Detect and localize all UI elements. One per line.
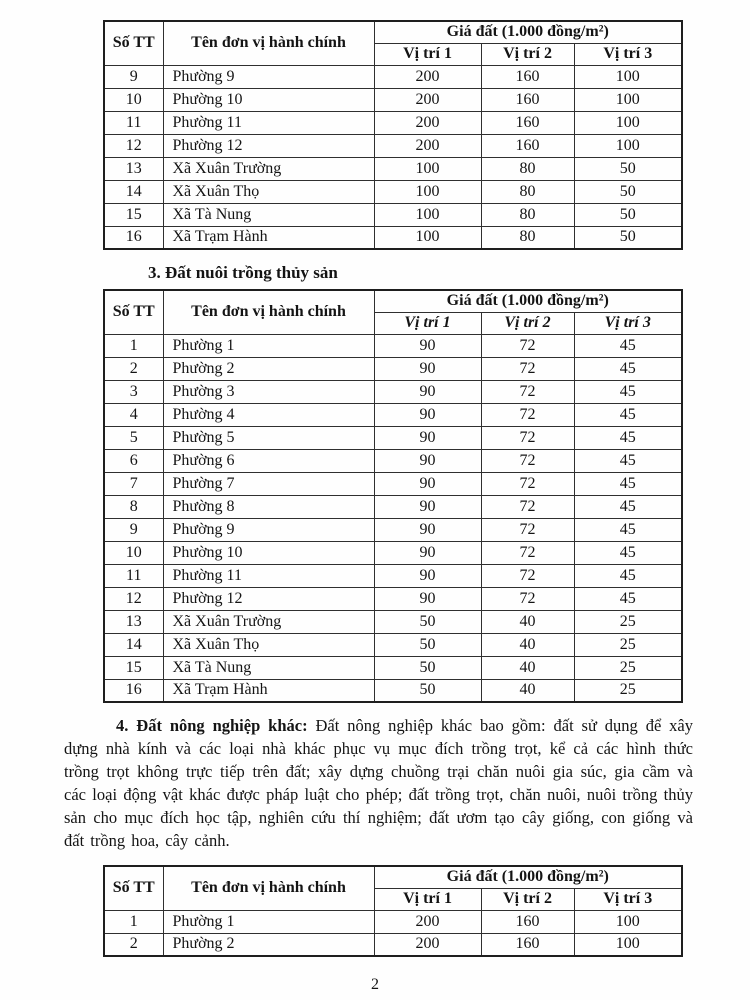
cell-vitri-3: 45 (574, 334, 682, 357)
cell-stt: 10 (104, 88, 163, 111)
col-header-vitri-2: Vị trí 2 (481, 43, 574, 65)
table-row (104, 610, 682, 633)
col-header-vitri-2: Vị trí 2 (481, 312, 574, 334)
cell-stt: 8 (104, 495, 163, 518)
cell-unit-name: Phường 10 (163, 541, 374, 564)
table-row (104, 180, 682, 203)
table-row (104, 357, 682, 380)
table-row (104, 518, 682, 541)
section-4-body: Đất nông nghiệp khác bao gồm: đất sử dụng để xây dựng nhà kính và các loại nhà khác phục vụ mục đích trồng trọt, kể cả các hình thức trồng trọt không trực tiếp trên đất; xây dựng chuồng trại chăn nuôi gia súc, gia cầm và các loại động vật khác được pháp luật cho phép; đất trồng trọt, chăn nuôi, nuôi trồng thủy sản cho mục đích học tập, nghiên cứu thí nghiệm; đất ươm tạo cây giống, con giống và đất trồng hoa, cây cảnh. (64, 716, 693, 850)
cell-stt: 15 (104, 203, 163, 226)
cell-vitri-3: 45 (574, 403, 682, 426)
cell-vitri-2: 72 (481, 587, 574, 610)
table-row (104, 495, 682, 518)
cell-vitri-3: 25 (574, 679, 682, 702)
cell-vitri-2: 72 (481, 426, 574, 449)
cell-stt: 1 (104, 334, 163, 357)
cell-stt: 6 (104, 449, 163, 472)
cell-vitri-2: 40 (481, 656, 574, 679)
cell-vitri-2: 40 (481, 679, 574, 702)
table-row (104, 203, 682, 226)
cell-vitri-3: 45 (574, 564, 682, 587)
cell-unit-name: Phường 11 (163, 111, 374, 134)
cell-vitri-3: 45 (574, 449, 682, 472)
table-row (104, 111, 682, 134)
table-row (104, 88, 682, 111)
cell-stt: 12 (104, 587, 163, 610)
cell-vitri-1: 200 (374, 933, 481, 956)
section-4-title: 4. Đất nông nghiệp khác: (116, 716, 308, 735)
cell-vitri-2: 72 (481, 541, 574, 564)
cell-vitri-1: 90 (374, 449, 481, 472)
col-header-vitri-2: Vị trí 2 (481, 888, 574, 910)
cell-unit-name: Phường 1 (163, 334, 374, 357)
cell-stt: 16 (104, 226, 163, 249)
cell-vitri-1: 50 (374, 610, 481, 633)
cell-stt: 5 (104, 426, 163, 449)
col-header-unit-name: Tên đơn vị hành chính (163, 290, 374, 334)
cell-vitri-1: 90 (374, 495, 481, 518)
table-row (104, 157, 682, 180)
cell-vitri-1: 100 (374, 226, 481, 249)
cell-vitri-3: 50 (574, 157, 682, 180)
cell-stt: 2 (104, 357, 163, 380)
cell-vitri-2: 72 (481, 495, 574, 518)
cell-vitri-1: 90 (374, 380, 481, 403)
cell-vitri-1: 200 (374, 134, 481, 157)
cell-vitri-2: 160 (481, 88, 574, 111)
table-row (104, 541, 682, 564)
cell-vitri-2: 40 (481, 610, 574, 633)
cell-stt: 14 (104, 180, 163, 203)
table-row (104, 426, 682, 449)
table-row (104, 910, 682, 933)
col-header-gia-dat: Giá đất (1.000 đồng/m²) (374, 290, 682, 312)
cell-vitri-3: 45 (574, 472, 682, 495)
cell-vitri-1: 90 (374, 426, 481, 449)
cell-vitri-3: 45 (574, 495, 682, 518)
cell-vitri-2: 160 (481, 134, 574, 157)
cell-vitri-2: 80 (481, 180, 574, 203)
cell-vitri-1: 90 (374, 564, 481, 587)
col-header-vitri-1: Vị trí 1 (374, 888, 481, 910)
cell-stt: 13 (104, 157, 163, 180)
cell-unit-name: Phường 2 (163, 357, 374, 380)
cell-vitri-2: 72 (481, 518, 574, 541)
cell-vitri-1: 90 (374, 541, 481, 564)
other-agricultural-land-price-table (103, 865, 683, 957)
table-row (104, 134, 682, 157)
cell-vitri-3: 50 (574, 226, 682, 249)
col-header-vitri-3: Vị trí 3 (574, 312, 682, 334)
cell-vitri-3: 50 (574, 180, 682, 203)
cell-unit-name: Phường 4 (163, 403, 374, 426)
table-row (104, 679, 682, 702)
cell-vitri-3: 100 (574, 65, 682, 88)
cell-vitri-3: 25 (574, 656, 682, 679)
cell-vitri-2: 160 (481, 111, 574, 134)
cell-vitri-3: 45 (574, 357, 682, 380)
cell-unit-name: Xã Xuân Thọ (163, 180, 374, 203)
cell-unit-name: Phường 3 (163, 380, 374, 403)
cell-stt: 10 (104, 541, 163, 564)
section-4-paragraph (64, 714, 693, 852)
cell-vitri-3: 45 (574, 541, 682, 564)
cell-unit-name: Phường 9 (163, 65, 374, 88)
cell-stt: 3 (104, 380, 163, 403)
cell-stt: 9 (104, 65, 163, 88)
cell-vitri-1: 50 (374, 633, 481, 656)
cell-stt: 7 (104, 472, 163, 495)
cell-vitri-1: 90 (374, 472, 481, 495)
page-number: 2 (371, 976, 379, 993)
cell-unit-name: Phường 12 (163, 587, 374, 610)
cell-vitri-3: 25 (574, 610, 682, 633)
cell-vitri-2: 72 (481, 449, 574, 472)
col-header-unit-name: Tên đơn vị hành chính (163, 866, 374, 910)
cell-unit-name: Xã Xuân Trường (163, 157, 374, 180)
cell-vitri-3: 25 (574, 633, 682, 656)
cell-unit-name: Phường 10 (163, 88, 374, 111)
aquaculture-land-price-table (103, 289, 683, 703)
table-row (104, 380, 682, 403)
cell-unit-name: Phường 2 (163, 933, 374, 956)
cell-vitri-3: 100 (574, 88, 682, 111)
cell-vitri-3: 100 (574, 134, 682, 157)
col-header-gia-dat: Giá đất (1.000 đồng/m²) (374, 21, 682, 43)
cell-stt: 15 (104, 656, 163, 679)
cell-vitri-2: 72 (481, 564, 574, 587)
table-row (104, 933, 682, 956)
cell-vitri-2: 40 (481, 633, 574, 656)
col-header-vitri-1: Vị trí 1 (374, 43, 481, 65)
cell-vitri-1: 50 (374, 679, 481, 702)
cell-vitri-1: 200 (374, 88, 481, 111)
cell-vitri-3: 45 (574, 380, 682, 403)
col-header-vitri-1: Vị trí 1 (374, 312, 481, 334)
cell-vitri-3: 100 (574, 910, 682, 933)
cell-stt: 11 (104, 111, 163, 134)
cell-unit-name: Phường 12 (163, 134, 374, 157)
cell-stt: 4 (104, 403, 163, 426)
col-header-stt: Số TT (104, 21, 163, 65)
col-header-unit-name: Tên đơn vị hành chính (163, 21, 374, 65)
cell-stt: 12 (104, 134, 163, 157)
col-header-gia-dat: Giá đất (1.000 đồng/m²) (374, 866, 682, 888)
col-header-vitri-3: Vị trí 3 (574, 43, 682, 65)
cell-vitri-1: 100 (374, 180, 481, 203)
cell-vitri-2: 80 (481, 157, 574, 180)
cell-vitri-1: 200 (374, 910, 481, 933)
cell-vitri-3: 45 (574, 426, 682, 449)
cell-vitri-1: 50 (374, 656, 481, 679)
cell-vitri-2: 160 (481, 65, 574, 88)
cell-unit-name: Xã Xuân Thọ (163, 633, 374, 656)
table-row (104, 472, 682, 495)
cell-vitri-1: 200 (374, 65, 481, 88)
col-header-stt: Số TT (104, 290, 163, 334)
table-row (104, 564, 682, 587)
cell-unit-name: Xã Xuân Trường (163, 610, 374, 633)
cell-vitri-1: 90 (374, 357, 481, 380)
cell-vitri-2: 72 (481, 403, 574, 426)
cell-unit-name: Phường 6 (163, 449, 374, 472)
cell-unit-name: Phường 1 (163, 910, 374, 933)
cell-vitri-2: 72 (481, 357, 574, 380)
cell-unit-name: Phường 7 (163, 472, 374, 495)
cell-unit-name: Xã Trạm Hành (163, 226, 374, 249)
table-row (104, 633, 682, 656)
cell-vitri-1: 200 (374, 111, 481, 134)
cell-unit-name: Xã Tà Nung (163, 203, 374, 226)
cell-stt: 2 (104, 933, 163, 956)
cell-vitri-2: 72 (481, 380, 574, 403)
cell-vitri-3: 50 (574, 203, 682, 226)
cell-stt: 9 (104, 518, 163, 541)
table-row (104, 587, 682, 610)
cell-vitri-3: 45 (574, 518, 682, 541)
cell-vitri-2: 160 (481, 933, 574, 956)
cell-unit-name: Xã Trạm Hành (163, 679, 374, 702)
cell-stt: 13 (104, 610, 163, 633)
cell-vitri-2: 160 (481, 910, 574, 933)
table-row (104, 226, 682, 249)
col-header-stt: Số TT (104, 866, 163, 910)
cell-unit-name: Phường 11 (163, 564, 374, 587)
table-row (104, 65, 682, 88)
cell-vitri-1: 90 (374, 334, 481, 357)
cell-vitri-1: 90 (374, 587, 481, 610)
cell-stt: 11 (104, 564, 163, 587)
cell-unit-name: Phường 8 (163, 495, 374, 518)
cell-unit-name: Xã Tà Nung (163, 656, 374, 679)
land-price-table-continued (103, 20, 683, 250)
cell-vitri-3: 100 (574, 933, 682, 956)
cell-vitri-2: 80 (481, 203, 574, 226)
cell-vitri-1: 100 (374, 157, 481, 180)
table-row (104, 403, 682, 426)
cell-vitri-1: 100 (374, 203, 481, 226)
table-row (104, 449, 682, 472)
section-3-title: 3. Đất nuôi trồng thủy sản (148, 263, 338, 282)
cell-vitri-1: 90 (374, 518, 481, 541)
cell-vitri-2: 80 (481, 226, 574, 249)
cell-unit-name: Phường 9 (163, 518, 374, 541)
cell-unit-name: Phường 5 (163, 426, 374, 449)
cell-vitri-1: 90 (374, 403, 481, 426)
table-row (104, 656, 682, 679)
table-row (104, 334, 682, 357)
cell-vitri-3: 100 (574, 111, 682, 134)
cell-stt: 14 (104, 633, 163, 656)
cell-stt: 1 (104, 910, 163, 933)
col-header-vitri-3: Vị trí 3 (574, 888, 682, 910)
cell-vitri-3: 45 (574, 587, 682, 610)
cell-vitri-2: 72 (481, 334, 574, 357)
cell-stt: 16 (104, 679, 163, 702)
cell-vitri-2: 72 (481, 472, 574, 495)
